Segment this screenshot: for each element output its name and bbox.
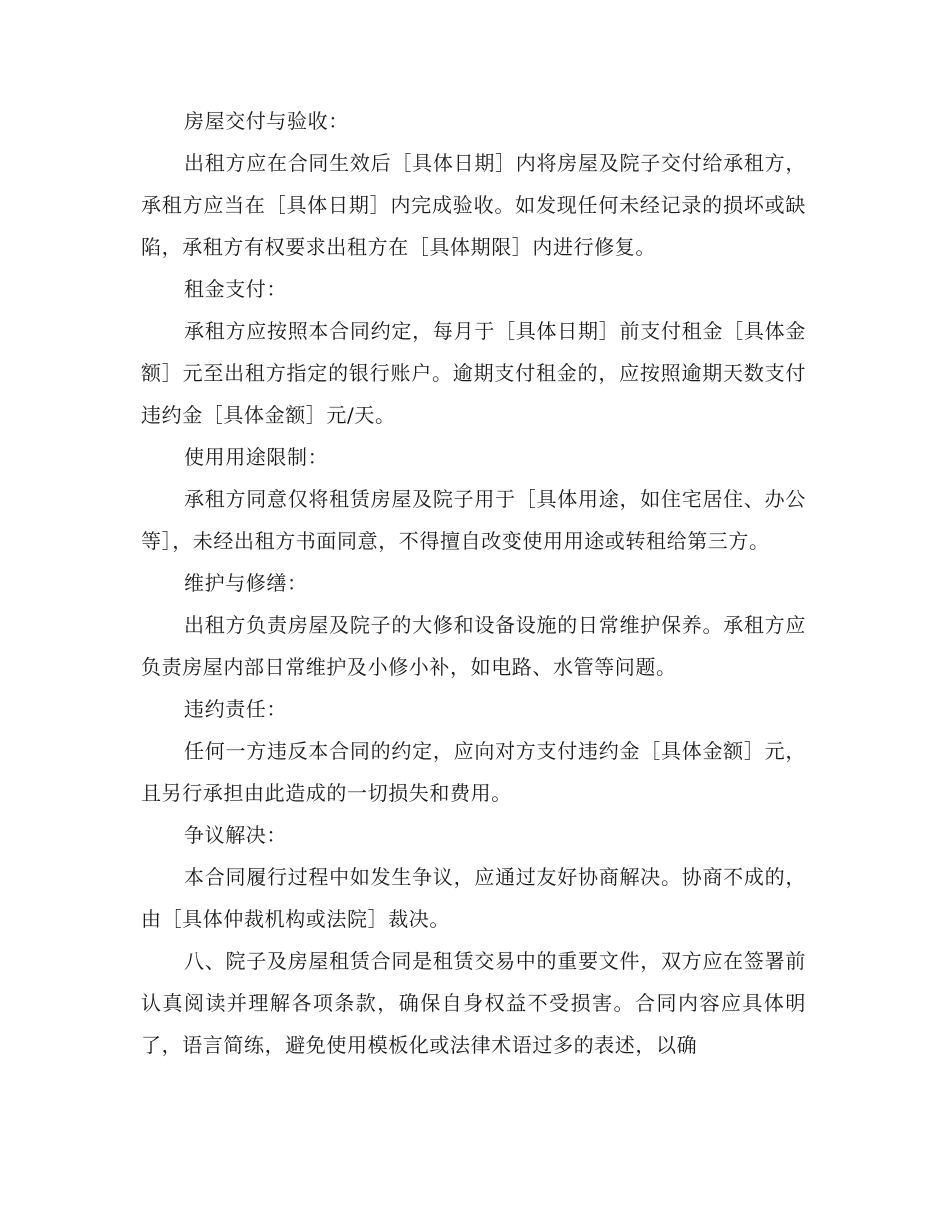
section-heading-usage-restriction: 使用用途限制：: [184, 445, 329, 469]
section-body-breach-liability: 任何一方违反本合同的约定，应向对方支付违约金［具体金额］元，且另行承担由此造成的一切损失和费用。: [141, 739, 806, 805]
section-body-dispute-resolution: 本合同履行过程中如发生争议，应通过友好协商解决。协商不成的，由［具体仲裁机构或法院］裁决。: [141, 865, 806, 931]
document-body: [141, 100, 806, 1066]
section-heading-maintenance: 维护与修缮：: [184, 571, 308, 595]
section-heading-delivery: 房屋交付与验收：: [184, 109, 349, 133]
closing-paragraph: 八、院子及房屋租赁合同是租赁交易中的重要文件，双方应在签署前认真阅读并理解各项条款，确保自身权益不受损害。合同内容应具体明了，语言简练，避免使用模板化或法律术语过多的表述，以确: [141, 949, 806, 1057]
section-body-maintenance: 出租方负责房屋及院子的大修和设备设施的日常维护保养。承租方应负责房屋内部日常维护及小修小补，如电路、水管等问题。: [141, 613, 806, 679]
section-body-usage-restriction: 承租方同意仅将租赁房屋及院子用于［具体用途，如住宅居住、办公等］，未经出租方书面同意，不得擅自改变使用用途或转租给第三方。: [141, 487, 806, 553]
section-heading-rent-payment: 租金支付：: [184, 277, 287, 301]
section-body-delivery: 出租方应在合同生效后［具体日期］内将房屋及院子交付给承租方，承租方应当在［具体日期］内完成验收。如发现任何未经记录的损坏或缺陷，承租方有权要求出租方在［具体期限］内进行修复。: [141, 151, 806, 259]
section-body-rent-payment: 承租方应按照本合同约定，每月于［具体日期］前支付租金［具体金额］元至出租方指定的银行账户。逾期支付租金的，应按照逾期天数支付违约金［具体金额］元/天。: [141, 319, 806, 427]
section-heading-breach-liability: 违约责任：: [184, 697, 287, 721]
section-heading-dispute-resolution: 争议解决：: [184, 823, 287, 847]
